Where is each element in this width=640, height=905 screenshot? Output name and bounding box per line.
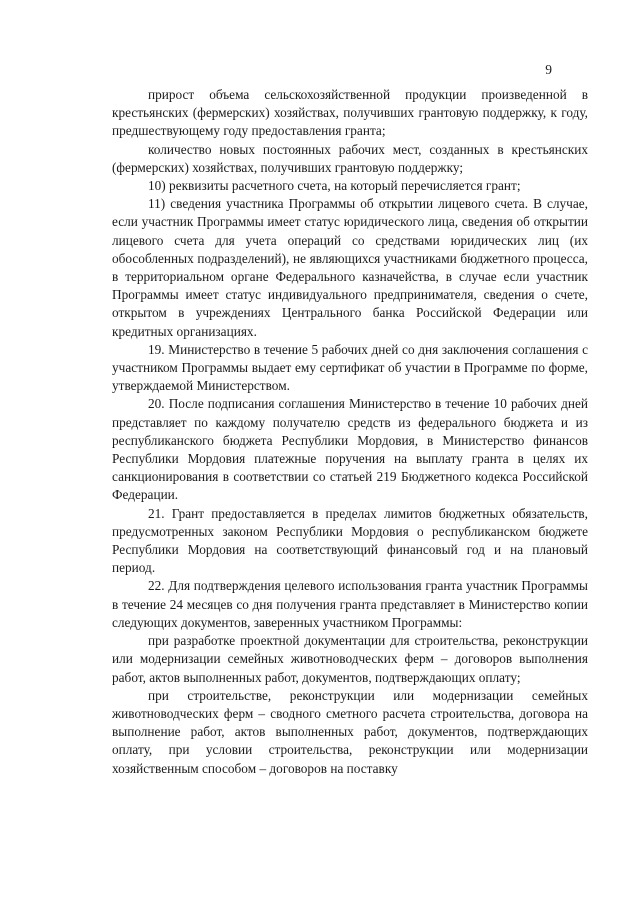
document-body (112, 86, 588, 778)
paragraph-clause-19: 19. Министерство в течение 5 рабочих дней со дня заключения соглашения с участником Программы выдает ему сертификат об участии в Программе по форме, утверждаемой Министерством. (112, 341, 588, 394)
paragraph-item-10: 10) реквизиты расчетного счета, на который перечисляется грант; (148, 178, 521, 194)
paragraph-construction-docs: при строительстве, реконструкции или модернизации семейных животноводческих ферм – сводного сметного расчета строительства, договора на выполнение работ, актов выполненных работ, документов, подтверждающих оплату, при условии строительства, реконструкции или модернизации хозяйственным способом – договоров на поставку (112, 687, 588, 776)
paragraph-production-growth: прирост объема сельскохозяйственной продукции произведенной в крестьянских (фермерских) хозяйствах, получивших грантовую поддержку, к году, предшествующему году предоставления гранта; (112, 87, 588, 139)
paragraph-item-11: 11) сведения участника Программы об открытии лицевого счета. В случае, если участник Программы имеет статус юридического лица, сведения об открытии лицевого счета для учета операций со средствами юридических лиц (их обособленных подразделений), не являющихся участниками бюджетного процесса, в территориальном органе Федерального казначейства, в случае если участник Программы имеет статус индивидуального предпринимателя, сведения о счете, открытом в учреждениях Центрального банка Российской Федерации или кредитных организациях. (112, 196, 588, 339)
paragraph-new-jobs: количество новых постоянных рабочих мест, созданных в крестьянских (фермерских) хозяйствах, получивших грантовую поддержку; (112, 141, 588, 175)
paragraph-clause-21: 21. Грант предоставляется в пределах лимитов бюджетных обязательств, предусмотренных законом Республики Мордовия о республиканском бюджете Республики Мордовия на соответствующий финансовый год и на плановый период. (112, 505, 588, 576)
paragraph-clause-22: 22. Для подтверждения целевого использования гранта участник Программы в течение 24 месяцев со дня получения гранта представляет в Министерство копии следующих документов, заверенных участником Программы: (112, 578, 588, 630)
paragraph-clause-20: 20. После подписания соглашения Министерство в течение 10 рабочих дней представляет по каждому получателю средств из федерального бюджета и из республиканского бюджета Республики Мордовия, в Министерство финансов Республики Мордовия платежные поручения на выплату гранта в целях их санкционирования в соответствии со статьей 219 Бюджетного кодекса Российской Федерации. (112, 396, 588, 503)
paragraph-design-docs: при разработке проектной документации для строительства, реконструкции или модернизации семейных животноводческих ферм – договоров выполнения работ, актов выполненных работ, документов, подтверждающих оплату; (112, 633, 588, 685)
page-number: 9 (545, 62, 552, 77)
